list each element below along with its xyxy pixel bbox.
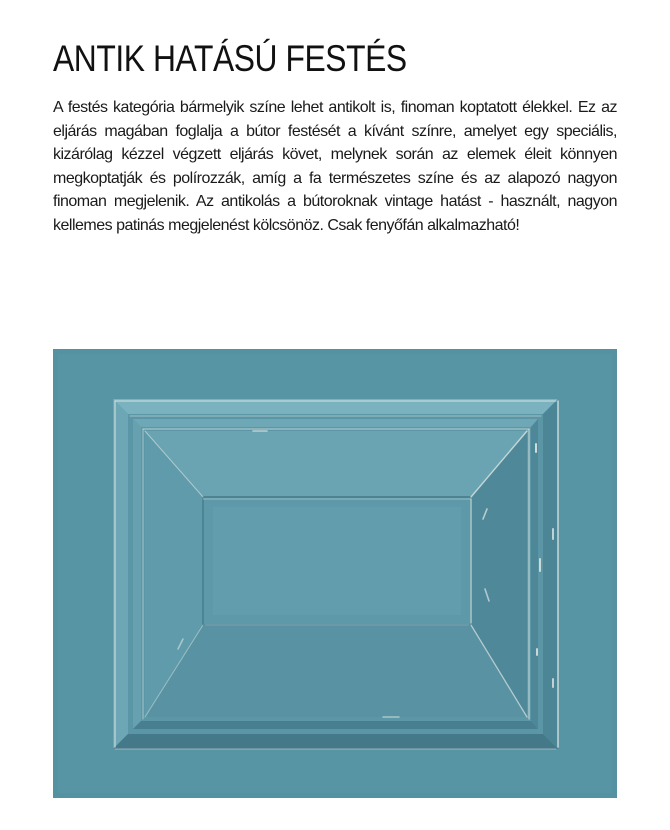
moulding-bottom	[113, 734, 558, 749]
antiqued-door-photo	[53, 349, 617, 798]
moulding-right	[543, 399, 558, 749]
page-title: ANTIK HATÁSÚ FESTÉS	[53, 38, 407, 79]
bevel-top	[145, 431, 527, 497]
bevel-bottom	[145, 625, 527, 717]
description-paragraph: A festés kategória bármelyik színe lehet antikolt is, finoman koptatott élekkel. Ez az eljárás magában foglalja a bútor festését a kívánt színre, amelyet egy speciális, kizárólag kézzel végzett eljárás követ, melynek során az elemek éleit könnyen megkoptatják és polírozzák, amíg a fa természetes színe és az alapozó nagyon finoman megjelenik. Az antikolás a bútoroknak vintage hatást - használt, nagyon kellemes patinás megjelenést kölcsönöz. Csak fenyőfán alkalmazható!	[53, 99, 617, 234]
